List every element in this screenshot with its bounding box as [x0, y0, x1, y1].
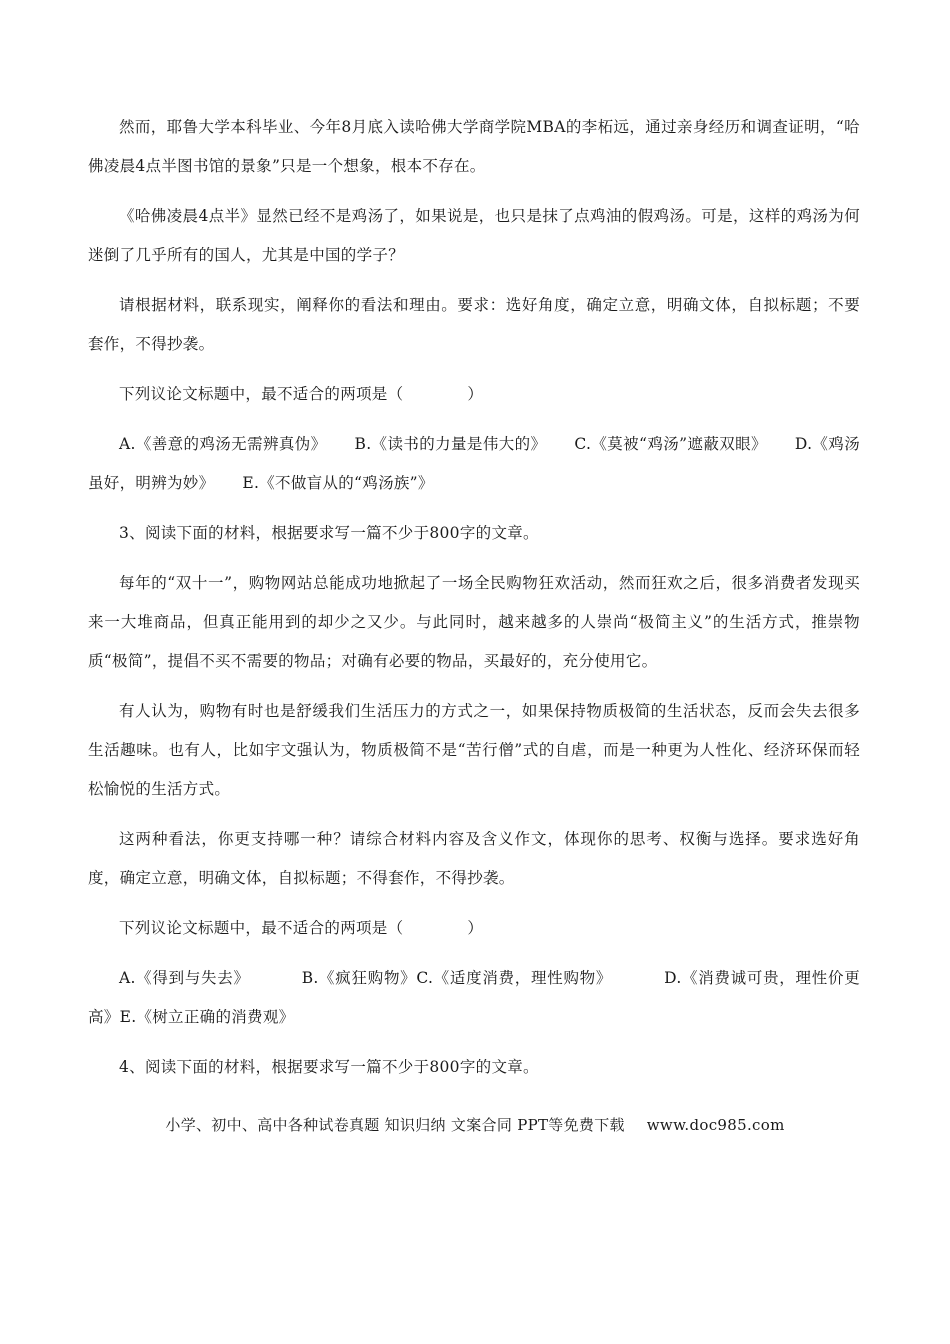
question-2-options [88, 959, 860, 1037]
q2-option-d: D.《消费诚可贵，理性价更高》 [88, 969, 861, 1026]
paragraph-li-zheyuan: 然而，耶鲁大学本科毕业、今年8月底入读哈佛大学商学院MBA的李柘远，通过亲身经历和调查证明，“哈佛凌晨4点半图书馆的景象”只是一个想象，根本不存在。 [88, 118, 860, 175]
q1-option-d: D.《鸡汤虽好，明辨为妙》 [88, 435, 860, 492]
document-body [88, 108, 860, 1098]
paragraph-double-eleven: 每年的“双十一”，购物网站总能成功地掀起了一场全民购物狂欢活动，然而狂欢之后，很多消费者发现买来一大堆商品，但真正能用到的却少之又少。与此同时，越来越多的人崇尚“极简主义”的生活方式，推崇物质“极简”，提倡不买不需要的物品；对确有必要的物品，买最好的，充分使用它。 [88, 574, 860, 670]
q1-option-e: E.《不做盲从的“鸡汤族”》 [242, 474, 434, 492]
paragraph-two-views: 有人认为，购物有时也是舒缓我们生活压力的方式之一，如果保持物质极简的生活状态，反而会失去很多生活趣味。也有人，比如宇文强认为，物质极简不是“苦行僧”式的自虐，而是一种更为人性化、经济环保而轻松愉悦的生活方式。 [88, 702, 860, 798]
question-stem-1-text: 下列议论文标题中，最不适合的两项是（ [119, 385, 404, 403]
paragraph-writing-requirement-1: 请根据材料，联系现实，阐释你的看法和理由。要求：选好角度，确定立意，明确文体，自拟标题；不要套作，不得抄袭。 [88, 296, 860, 353]
q1-option-a: A.《善意的鸡汤无需辨真伪》 [119, 435, 327, 453]
paragraph-fake-chicken-soup: 《哈佛凌晨4点半》显然已经不是鸡汤了，如果说是，也只是抹了点鸡油的假鸡汤。可是，这样的鸡汤为何迷倒了几乎所有的国人，尤其是中国的学子？ [88, 207, 860, 264]
q1-option-c: C.《莫被“鸡汤”遮蔽双眼》 [574, 435, 767, 453]
question-4-intro: 4、阅读下面的材料，根据要求写一篇不少于800字的文章。 [119, 1058, 539, 1076]
question-stem-2-close: ） [467, 919, 484, 937]
question-stem-1-close: ） [467, 385, 484, 403]
q2-option-b: B.《疯狂购物》 [301, 969, 417, 987]
question-stem-2 [88, 909, 860, 948]
question-3-intro: 3、阅读下面的材料，根据要求写一篇不少于800字的文章。 [119, 524, 539, 542]
question-stem-1 [88, 375, 860, 414]
paragraph-writing-requirement-2: 这两种看法，你更支持哪一种？请综合材料内容及含义作文，体现你的思考、权衡与选择。要求选好角度，确定立意，明确文体，自拟标题；不得套作，不得抄袭。 [88, 830, 860, 887]
footer-text: 小学、初中、高中各种试卷真题 知识归纳 文案合同 PPT等免费下载 [165, 1116, 625, 1134]
q2-option-a: A.《得到与失去》 [119, 969, 250, 987]
q2-option-c: C.《适度消费，理性购物》 [416, 969, 613, 987]
q1-option-b: B.《读书的力量是伟大的》 [354, 435, 547, 453]
footer-site-link[interactable]: www.doc985.com [646, 1116, 785, 1134]
q2-option-e: E.《树立正确的消费观》 [119, 1008, 295, 1026]
question-1-options [88, 425, 860, 503]
question-stem-2-text: 下列议论文标题中，最不适合的两项是（ [119, 919, 404, 937]
page-footer [0, 1114, 950, 1135]
